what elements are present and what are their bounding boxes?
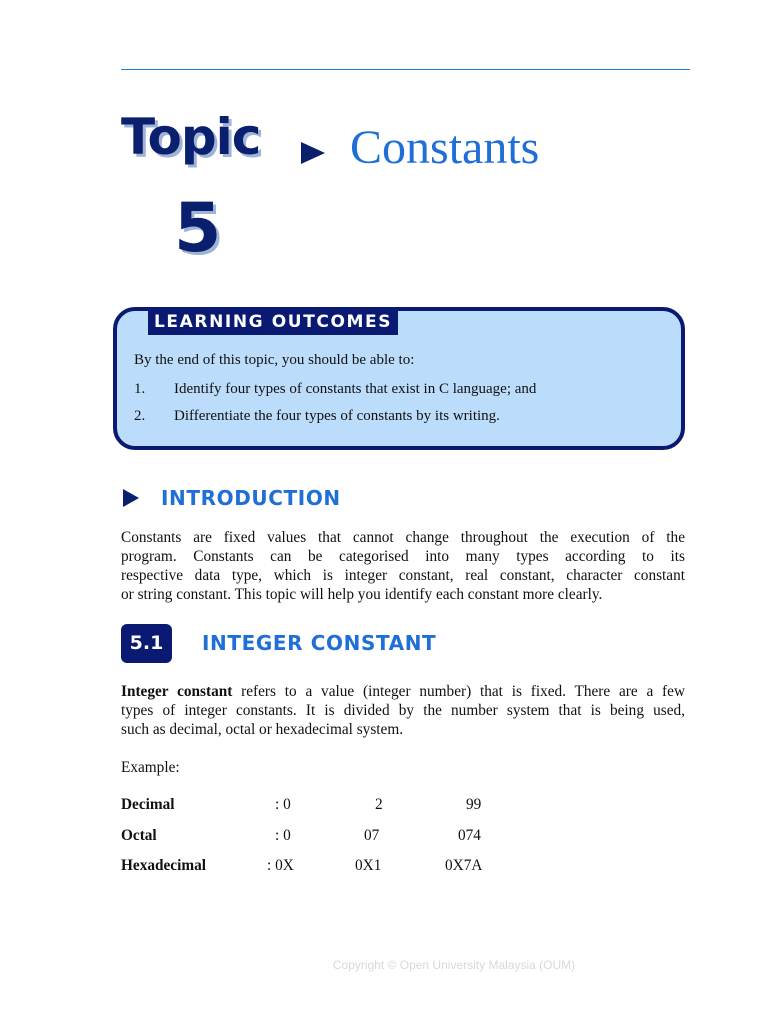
triangle-right-icon	[123, 489, 139, 507]
section-number-badge: 5.1	[121, 624, 172, 663]
table-cell: 0X1	[355, 857, 382, 874]
row-label-hexadecimal: Hexadecimal	[121, 857, 206, 874]
table-cell: 074	[458, 827, 481, 844]
row-label-decimal: Decimal	[121, 796, 175, 813]
paragraph-line: such as decimal, octal or hexadecimal system.	[121, 721, 404, 738]
topic-number: 5	[174, 189, 222, 268]
copyright-notice: Copyright © Open University Malaysia (OUM)	[332, 958, 576, 972]
topic-label: Topic	[121, 108, 261, 166]
row-label-octal: Octal	[121, 827, 157, 844]
outcome-number: 2.	[134, 408, 146, 424]
table-cell: : 0	[275, 796, 291, 813]
learning-outcomes-intro: By the end of this topic, you should be able to:	[134, 352, 415, 368]
paragraph-line	[121, 682, 685, 701]
outcome-text: Differentiate the four types of constants by its writing.	[174, 408, 500, 424]
outcome-text: Identify four types of constants that exist in C language; and	[174, 381, 537, 397]
top-rule	[121, 69, 690, 70]
paragraph-line: Constants are fixed values that cannot change throughout the execution of the	[121, 529, 685, 546]
table-cell: 07	[364, 827, 380, 844]
integer-constant-paragraph	[121, 682, 685, 739]
section-heading: INTEGER CONSTANT	[202, 631, 437, 655]
table-cell: : 0X	[267, 857, 294, 874]
introduction-paragraph	[121, 528, 685, 604]
paragraph-line: program. Constants can be categorised into many types according to its	[121, 548, 685, 565]
paragraph-line: or string constant. This topic will help you identify each constant more clearly.	[121, 586, 603, 603]
paragraph-text: refers to a value (integer number) that is fixed. There are a few	[232, 683, 685, 700]
outcome-number: 1.	[134, 381, 146, 397]
page-title: Constants	[350, 121, 540, 174]
table-cell: 99	[466, 796, 482, 813]
term-integer-constant: Integer constant	[121, 683, 233, 700]
introduction-heading: INTRODUCTION	[161, 486, 341, 510]
triangle-right-icon	[301, 142, 325, 164]
table-cell: 0X7A	[445, 857, 483, 874]
paragraph-line: types of integer constants. It is divided by the number system that is being used,	[121, 702, 685, 719]
example-label: Example:	[121, 759, 180, 776]
table-cell: 2	[375, 796, 383, 813]
table-cell: : 0	[275, 827, 291, 844]
learning-outcomes-label: LEARNING OUTCOMES	[148, 309, 398, 335]
paragraph-line: respective data type, which is integer constant, real constant, character constant	[121, 567, 685, 584]
